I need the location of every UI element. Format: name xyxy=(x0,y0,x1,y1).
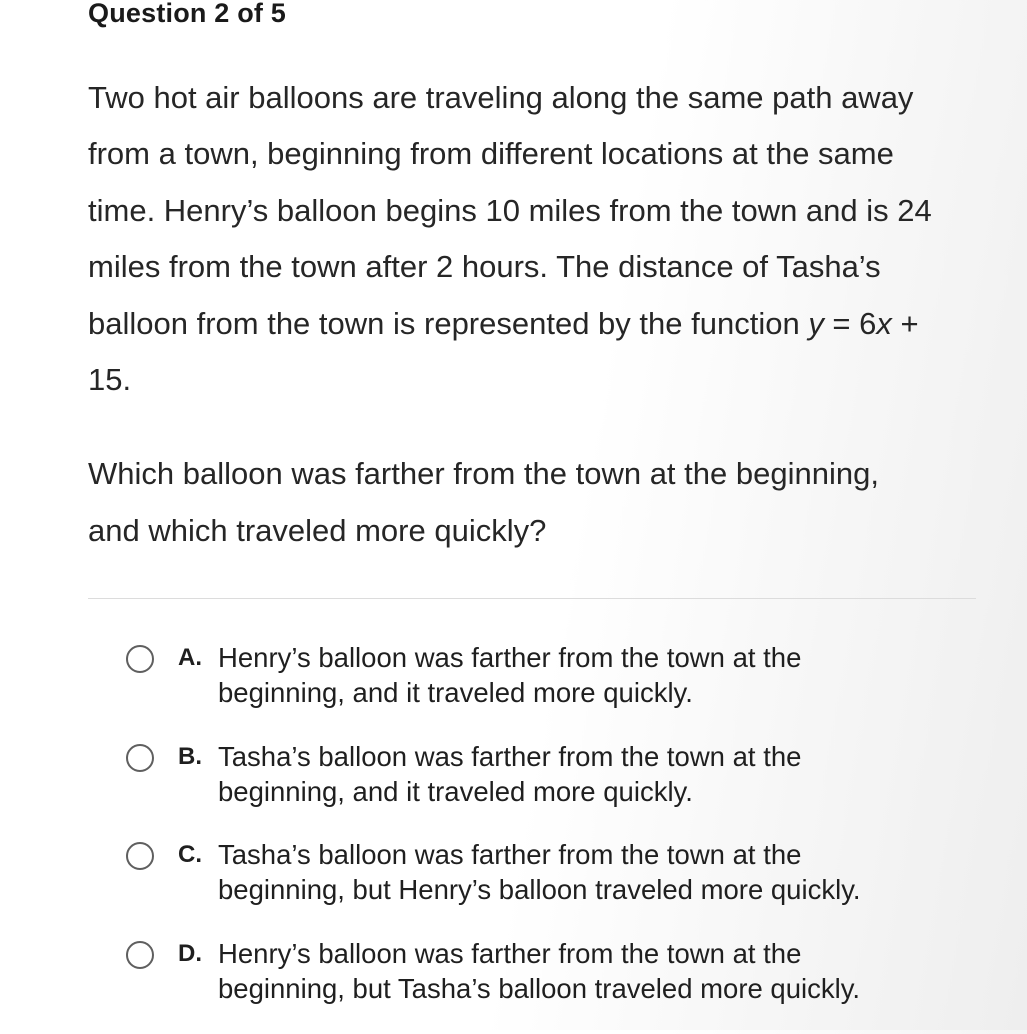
stem-line: 15. xyxy=(88,362,131,397)
option-letter: C. xyxy=(178,837,218,873)
question-prompt xyxy=(88,446,988,559)
function-variable-x: x xyxy=(876,306,892,341)
stem-paragraph xyxy=(88,70,988,408)
option-b[interactable] xyxy=(126,739,926,838)
option-text-line: Henry’s balloon was farther from the town at the xyxy=(218,938,801,969)
option-text xyxy=(218,837,918,907)
option-text-line: Tasha’s balloon was farther from the town at the xyxy=(218,741,801,772)
stem-line: from a town, beginning from different locations at the same xyxy=(88,136,894,171)
section-divider xyxy=(88,598,976,599)
option-letter: D. xyxy=(178,936,218,972)
stem-line: time. Henry’s balloon begins 10 miles from the town and is 24 xyxy=(88,193,932,228)
function-plus: + xyxy=(892,306,919,341)
answer-options xyxy=(126,640,926,1034)
option-text-line: beginning, and it traveled more quickly. xyxy=(218,776,693,807)
option-text-line: beginning, but Henry’s balloon traveled more quickly. xyxy=(218,874,861,905)
question-stem xyxy=(88,70,988,559)
option-text-line: Henry’s balloon was farther from the town at the xyxy=(218,642,801,673)
stem-line: balloon from the town is represented by the function xyxy=(88,306,808,341)
option-text-line: beginning, and it traveled more quickly. xyxy=(218,677,693,708)
option-letter: A. xyxy=(178,640,218,676)
option-text xyxy=(218,739,918,809)
option-letter: B. xyxy=(178,739,218,775)
option-text xyxy=(218,936,918,1006)
option-text-line: Tasha’s balloon was farther from the town at the xyxy=(218,839,801,870)
function-equals: = 6 xyxy=(824,306,877,341)
option-text-line: beginning, but Tasha’s balloon traveled more quickly. xyxy=(218,973,860,1004)
radio-button-a[interactable] xyxy=(126,645,154,673)
function-variable-y: y xyxy=(808,306,824,341)
radio-button-b[interactable] xyxy=(126,744,154,772)
stem-line: miles from the town after 2 hours. The distance of Tasha’s xyxy=(88,249,881,284)
option-a[interactable] xyxy=(126,640,926,739)
prompt-line: and which traveled more quickly? xyxy=(88,513,546,548)
question-counter: Question 2 of 5 xyxy=(88,0,286,29)
stem-line: Two hot air balloons are traveling along the same path away xyxy=(88,80,913,115)
option-text xyxy=(218,640,918,710)
prompt-line: Which balloon was farther from the town at the beginning, xyxy=(88,456,879,491)
radio-button-c[interactable] xyxy=(126,842,154,870)
option-c[interactable] xyxy=(126,837,926,936)
option-d[interactable] xyxy=(126,936,926,1034)
radio-button-d[interactable] xyxy=(126,941,154,969)
